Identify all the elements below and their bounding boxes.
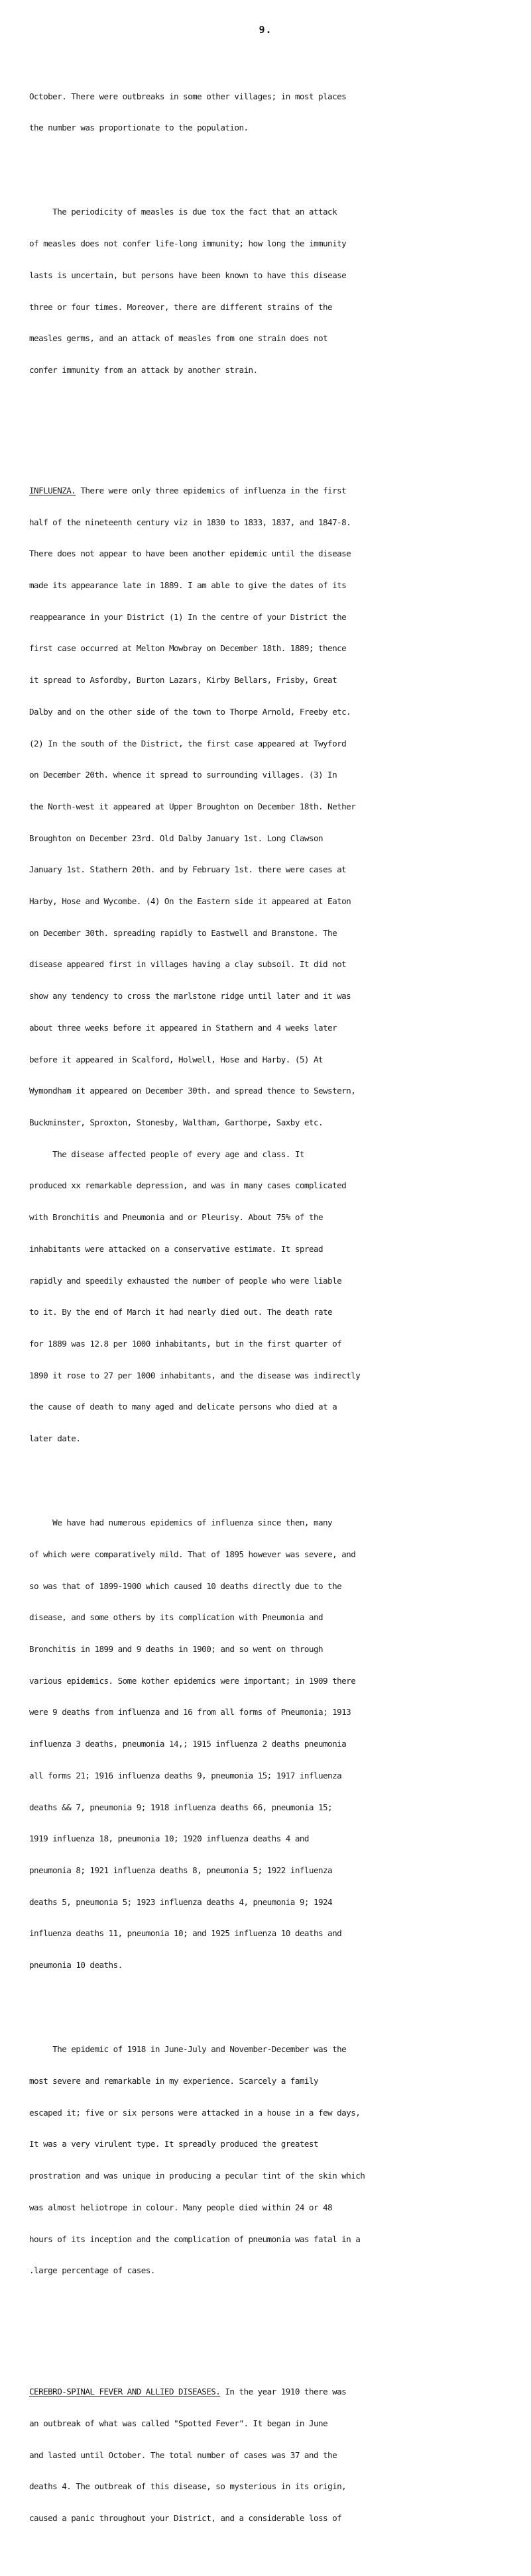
text-line: an outbreak of what was called "Spotted Fever". It began in June [29,2418,328,2428]
text-line: 1919 influenza 18, pneumonia 10; 1920 influenza deaths 4 and [29,1833,309,1844]
text-line: inhabitants were attacked on a conservative estimate. It spread [29,1243,324,1254]
text-line: about three weeks before it appeared in Stathern and 4 weeks later [29,1022,337,1033]
paragraph-measles-periodicity [29,186,520,397]
text-line: it spread to Asfordby, Burton Lazars, Kirby Bellars, Frisby, Great [29,675,337,686]
text-line: to it. By the end of March it had nearly died out. The death rate [29,1307,333,1317]
page-number: 9. [259,24,272,36]
text-line: The periodicity of measles is due tox the fact that an attack [29,207,337,217]
text-line: deaths 4. The outbreak of this disease, so mysterious in its origin, [29,2481,347,2492]
text-line: Dalby and on the other side of the town to Thorpe Arnold, Freeby etc. [29,706,351,717]
text-line: Harby, Hose and Wycombe. (4) On the Eastern side it appeared at Eaton [29,896,351,907]
text-line: of measles does not confer life-long immunity; how long the immunity [29,238,347,249]
text-line: hours of its inception and the complication of pneumonia was fatal in a [29,2234,361,2244]
section-heading-influenza: INFLUENZA. [29,485,76,495]
text-line: of which were comparatively mild. That of 1895 however was severe, and [29,1549,356,1559]
text-line: Buckminster, Sproxton, Stonesby, Waltham, Garthorpe, Saxby etc. [29,1117,324,1127]
text-line: lasts is uncertain, but persons have been known to have this disease [29,270,347,280]
text-line: disease, and some others by its complication with Pneumonia and [29,1612,324,1623]
text-line: with Bronchitis and Pneumonia and or Pleurisy. About 75% of the [29,1212,324,1223]
text-line: October. There were outbreaks in some other villages; in most places [29,91,347,101]
text-line: confer immunity from an attack by another strain. [29,364,258,375]
text-line: the number was proportionate to the population. [29,123,249,133]
text-line: Wymondham it appeared on December 30th. and spread thence to Sewstern, [29,1086,356,1096]
text-line: on December 20th. whence it spread to surrounding villages. (3) In [29,770,337,780]
paragraph-1918-epidemic [29,2024,520,2297]
text-line: disease appeared first in villages having a clay subsoil. It did not [29,959,347,970]
text-line [29,2387,520,2397]
section-heading-cerebro-spinal-fever: CEREBRO-SPINAL FEVER AND ALLIED DISEASES. [29,2387,221,2397]
text-line: rapidly and speedily exhausted the number of people who were liable [29,1275,342,1286]
text-line: before it appeared in Scalford, Holwell, Hose and Harby. (5) At [29,1054,324,1064]
text-line: so was that of 1899-1900 which caused 10 deaths directly due to the [29,1580,342,1591]
text-line: half of the nineteenth century viz in 1830 to 1833, 1837, and 1847-8. [29,517,351,527]
text-line-rest: In the year 1910 there was [220,2387,347,2397]
text-line: 1890 it rose to 27 per 1000 inhabitants, and the disease was indirectly [29,1370,361,1380]
text-line: It was a very virulent type. It spreadly produced the greatest [29,2139,318,2149]
text-line: later date. [29,1433,81,1444]
text-line: pneumonia 8; 1921 influenza deaths 8, pneumonia 5; 1922 influenza [29,1865,333,1875]
text-line: escaped it; five or six persons were attacked in a house in a few days, [29,2107,361,2118]
text-line: Bronchitis in 1899 and 9 deaths in 1900; and so went on through [29,1644,324,1655]
text-line: first case occurred at Melton Mowbray on December 18th. 1889; thence [29,643,347,654]
text-line: prostration and was unique in producing a pecular tint of the skin which [29,2171,365,2181]
text-line: and lasted until October. The total number of cases was 37 and the [29,2449,337,2460]
text-line: influenza 3 deaths, pneumonia 14,; 1915 influenza 2 deaths pneumonia [29,1739,347,1749]
text-line: was almost heliotrope in colour. Many people died within 24 or 48 [29,2202,333,2212]
text-line: (2) In the south of the District, the first case appeared at Twyford [29,738,347,748]
paragraph-influenza [29,464,520,1465]
text-line: The disease affected people of every age and class. It [29,1149,304,1159]
text-line: various epidemics. Some kother epidemics were important; in 1909 there [29,1675,356,1686]
text-line: Broughton on December 23rd. Old Dalby January 1st. Long Clawson [29,833,324,843]
text-line-rest: There were only three epidemics of influenza in the first [76,485,347,495]
text-line: We have had numerous epidemics of influenza since then, many [29,1518,333,1528]
text-line: for 1889 was 12.8 per 1000 inhabitants, but in the first quarter of [29,1338,342,1349]
text-line: deaths && 7, pneumonia 9; 1918 influenza deaths 66, pneumonia 15; [29,1802,333,1812]
text-line: were 9 deaths from influenza and 16 from all forms of Pneumonia; 1913 [29,1707,351,1718]
paragraph-cerebro-spinal-fever [29,2365,520,2544]
text-line: the cause of death to many aged and delicate persons who died at a [29,1402,337,1412]
text-line: show any tendency to cross the marlstone ridge until later and it was [29,991,351,1002]
text-line: made its appearance late in 1889. I am able to give the dates of its [29,580,347,591]
text-line: all forms 21; 1916 influenza deaths 9, pneumonia 15; 1917 influenza [29,1770,342,1780]
text-line: .large percentage of cases. [29,2265,155,2276]
text-line: influenza deaths 11, pneumonia 10; and 1925 influenza 10 deaths and [29,1928,342,1939]
text-line: the North-west it appeared at Upper Broughton on December 18th. Nether [29,801,356,811]
text-line [29,486,520,496]
paragraph-influenza-epidemics [29,1496,520,1991]
text-line: most severe and remarkable in my experience. Scarcely a family [29,2076,318,2087]
text-line: caused a panic throughout your District, and a considerable loss of [29,2513,342,2524]
text-line: three or four times. Moreover, there are different strains of the [29,301,333,312]
text-line: produced xx remarkable depression, and was in many cases complicated [29,1180,347,1191]
document-body [29,38,520,2576]
text-line: The epidemic of 1918 in June-July and November-December was the [29,2044,347,2055]
text-line: on December 30th. spreading rapidly to Eastwell and Branstone. The [29,927,337,938]
text-line: measles germs, and an attack of measles from one strain does not [29,333,328,344]
paragraph-measles-outbreaks [29,70,520,154]
text-line: reappearance in your District (1) In the centre of your District the [29,611,347,622]
text-line: pneumonia 10 deaths. [29,1960,123,1971]
text-line: January 1st. Stathern 20th. and by February 1st. there were cases at [29,864,347,875]
text-line: There does not appear to have been another epidemic until the disease [29,548,351,559]
text-line: deaths 5, pneumonia 5; 1923 influenza deaths 4, pneumonia 9; 1924 [29,1896,333,1907]
